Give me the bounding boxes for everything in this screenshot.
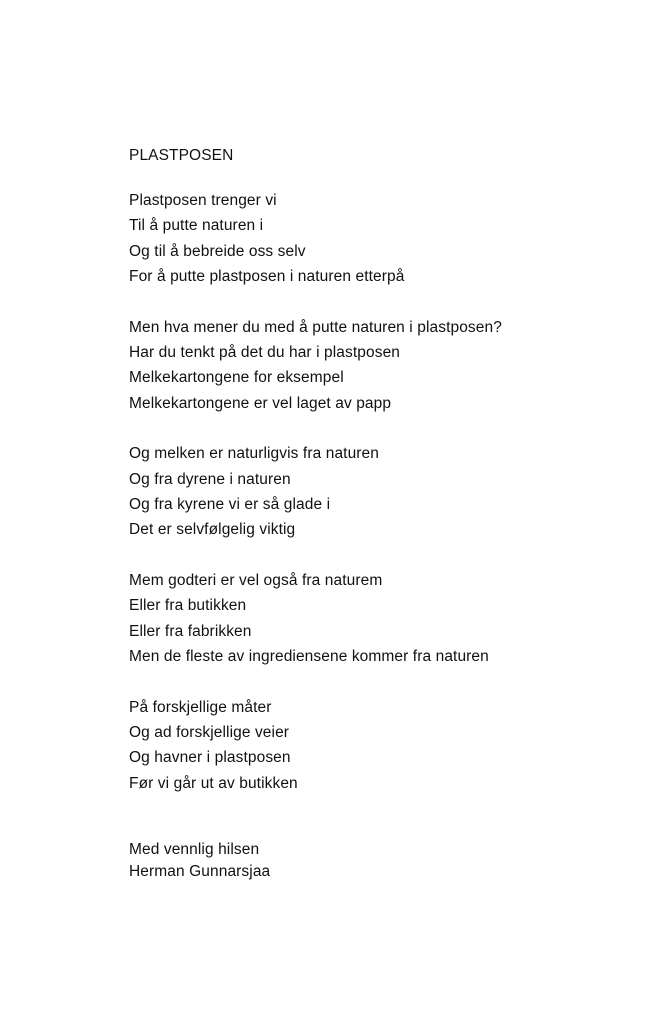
poem-line: For å putte plastposen i naturen etterpå (129, 268, 405, 286)
poem-line: Men hva mener du med å putte naturen i plastposen? (129, 318, 502, 336)
poem-line: Mem godteri er vel også fra naturem (129, 571, 383, 589)
poem-line: Eller fra butikken (129, 597, 247, 615)
stanza-2 (129, 315, 629, 417)
poem-title: PLASTPOSEN (129, 147, 234, 164)
stanza-3 (129, 441, 629, 543)
poem-line: Plastposen trenger vi (129, 192, 277, 209)
poem-line: Melkekartongene for eksempel (129, 369, 344, 387)
poem-line: Men de fleste av ingrediensene kommer fra naturen (129, 648, 489, 666)
poem-line: Eller fra fabrikken (129, 622, 252, 640)
document-page (129, 146, 629, 883)
stanza-5 (129, 695, 629, 797)
poem-line: På forskjellige måter (129, 698, 272, 716)
poem-line: Det er selvfølgelig viktig (129, 521, 296, 539)
stanza-4 (129, 568, 629, 670)
poem-line: Har du tenkt på det du har i plastposen (129, 344, 401, 362)
poem-line: Og fra kyrene vi er så glade i (129, 496, 331, 514)
poem-line: Og til å bebreide oss selv (129, 242, 306, 260)
poem-line: Melkekartongene er vel laget av papp (129, 394, 392, 412)
stanza-1 (129, 188, 629, 290)
poem-line: Og melken er naturligvis fra naturen (129, 445, 379, 463)
poem-line: Til å putte naturen i (129, 217, 264, 235)
poem-line: Og havner i plastposen (129, 749, 291, 767)
signature-name: Herman Gunnarsjaa (129, 863, 271, 881)
poem-line: Og ad forskjellige veier (129, 723, 290, 741)
signature-closing: Med vennlig hilsen (129, 841, 260, 859)
poem-line: Og fra dyrene i naturen (129, 470, 291, 488)
poem-line: Før vi går ut av butikken (129, 774, 298, 792)
signature-block (129, 839, 629, 883)
